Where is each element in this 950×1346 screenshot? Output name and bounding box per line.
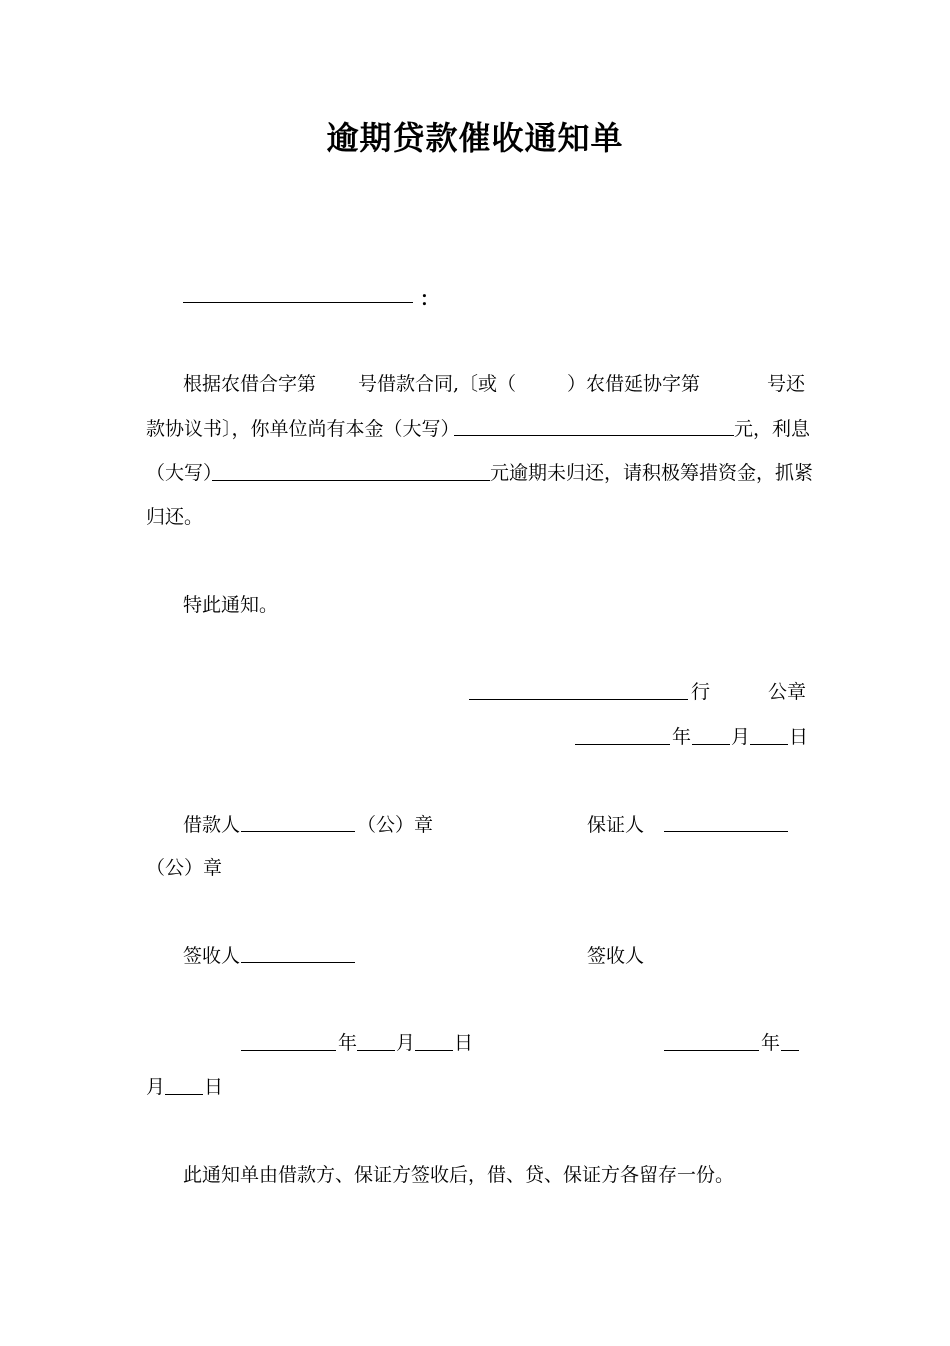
borrower-blank [241,831,355,832]
guarantor-blank [664,831,788,832]
left-date-month-blank [357,1050,395,1051]
addressee-blank [183,302,413,303]
bank-date-year: 年 [672,726,692,748]
left-date-year: 年 [338,1032,358,1054]
body-line1-b: 号借款合同,〔或（ [358,373,517,395]
borrower-label: 借款人 [183,814,241,836]
body-line1-c: ）农借延协字第 [567,373,701,395]
right-date-month-blank-a [781,1050,799,1051]
signer-left-blank [241,962,355,963]
left-date-day: 日 [454,1032,474,1054]
notice-text: 特此通知。 [183,594,279,616]
page-title: 逾期贷款催收通知单 [326,119,624,157]
bank-seal: 公章 [768,681,807,703]
bank-date-month-blank [692,744,730,745]
signer-right-label: 签收人 [587,945,645,967]
bank-name-blank [469,699,688,700]
left-date-year-blank [241,1050,336,1051]
right-date-year: 年 [761,1032,781,1054]
guarantor-label: 保证人 [587,814,645,836]
right-date-year-blank [664,1050,759,1051]
body-line2-b: 元，利息 [734,418,811,440]
interest-blank [212,480,490,481]
bank-date-month: 月 [731,726,751,748]
bank-date-year-blank [575,744,670,745]
body-line4: 归还。 [146,506,204,528]
body-line3-b: 元逾期未归还，请积极筹措资金，抓紧 [490,462,814,484]
bank-date-day-blank [750,744,788,745]
footer-note: 此通知单由借款方、保证方签收后，借、贷、保证方各留存一份。 [183,1164,735,1186]
body-line2-a: 款协议书〕，你单位尚有本金（大写） [146,418,460,440]
bank-hang: 行 [691,681,711,703]
body-line1-d: 号还 [767,373,806,395]
left-date-month: 月 [396,1032,416,1054]
left-date-day-blank [415,1050,453,1051]
salutation-colon: ： [420,288,440,310]
right-date-day-blank [165,1094,203,1095]
guarantor-seal: （公）章 [146,857,223,879]
signer-left-label: 签收人 [183,945,241,967]
body-line3-a: （大写） [146,462,223,484]
principal-blank [454,435,734,436]
bank-date-day: 日 [789,726,809,748]
right-date-month: 月 [146,1076,166,1098]
body-line1-a: 根据农借合字第 [183,373,317,395]
right-date-day: 日 [204,1076,224,1098]
borrower-seal: （公）章 [357,814,434,836]
